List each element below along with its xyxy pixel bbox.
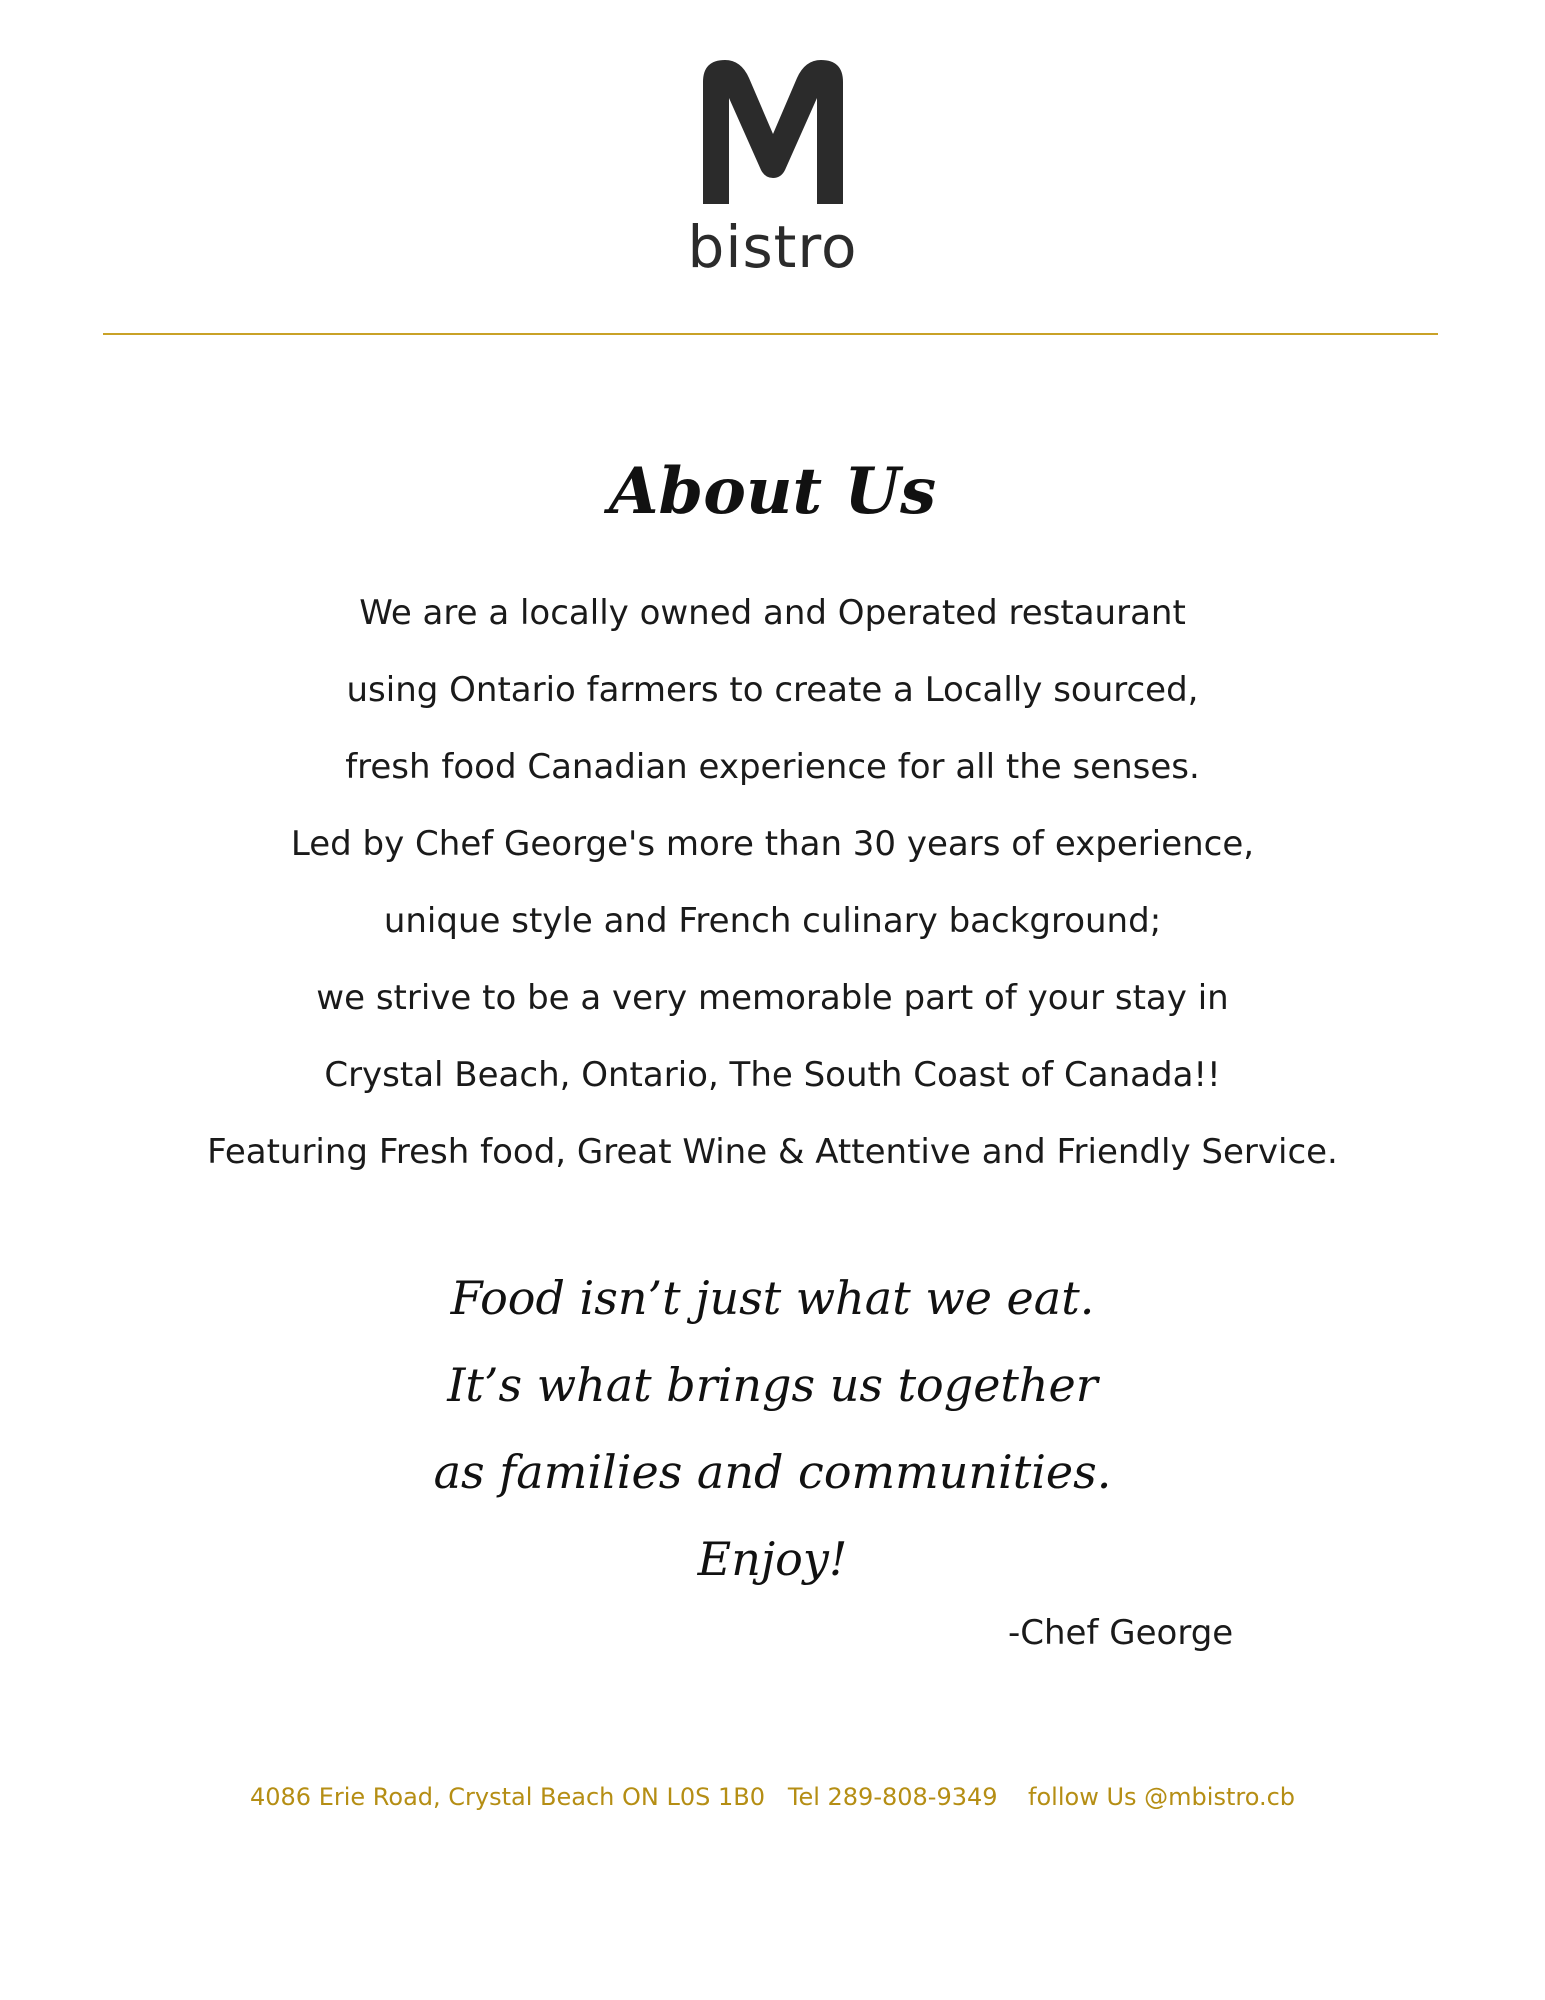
logo-m-mark [693,52,853,212]
logo-name: bistro [687,213,858,281]
about-line: Led by Chef George's more than 30 years of experience, [290,824,1255,864]
about-line: unique style and French culinary background; [383,901,1162,941]
about-line: Crystal Beach, Ontario, The South Coast of Canada!! [324,1055,1221,1095]
page-title: About Us [608,454,937,529]
gold-divider [103,333,1438,335]
footer-phone: Tel 289-808-9349 [787,1783,998,1811]
footer-social: follow Us @mbistro.cb [1028,1783,1296,1811]
footer-address: 4086 Erie Road, Crystal Beach ON L0S 1B0 [249,1783,765,1811]
about-line: We are a locally owned and Operated restaurant [359,593,1186,633]
quote-line: It’s what brings us together [447,1358,1098,1412]
chef-quote [0,1255,1545,1603]
footer-contact [0,1783,1545,1812]
about-line: Featuring Fresh food, Great Wine & Attentive and Friendly Service. [207,1132,1338,1172]
quote-line: Enjoy! [697,1532,848,1586]
logo [0,52,1545,281]
signature: -Chef George [1008,1613,1234,1653]
about-line: we strive to be a very memorable part of your stay in [316,978,1229,1018]
quote-line: Food isn’t just what we eat. [450,1271,1095,1325]
about-line: fresh food Canadian experience for all the senses. [345,747,1200,787]
about-text [0,575,1545,1191]
about-line: using Ontario farmers to create a Locally sourced, [346,670,1199,710]
quote-line: as families and communities. [433,1445,1112,1499]
